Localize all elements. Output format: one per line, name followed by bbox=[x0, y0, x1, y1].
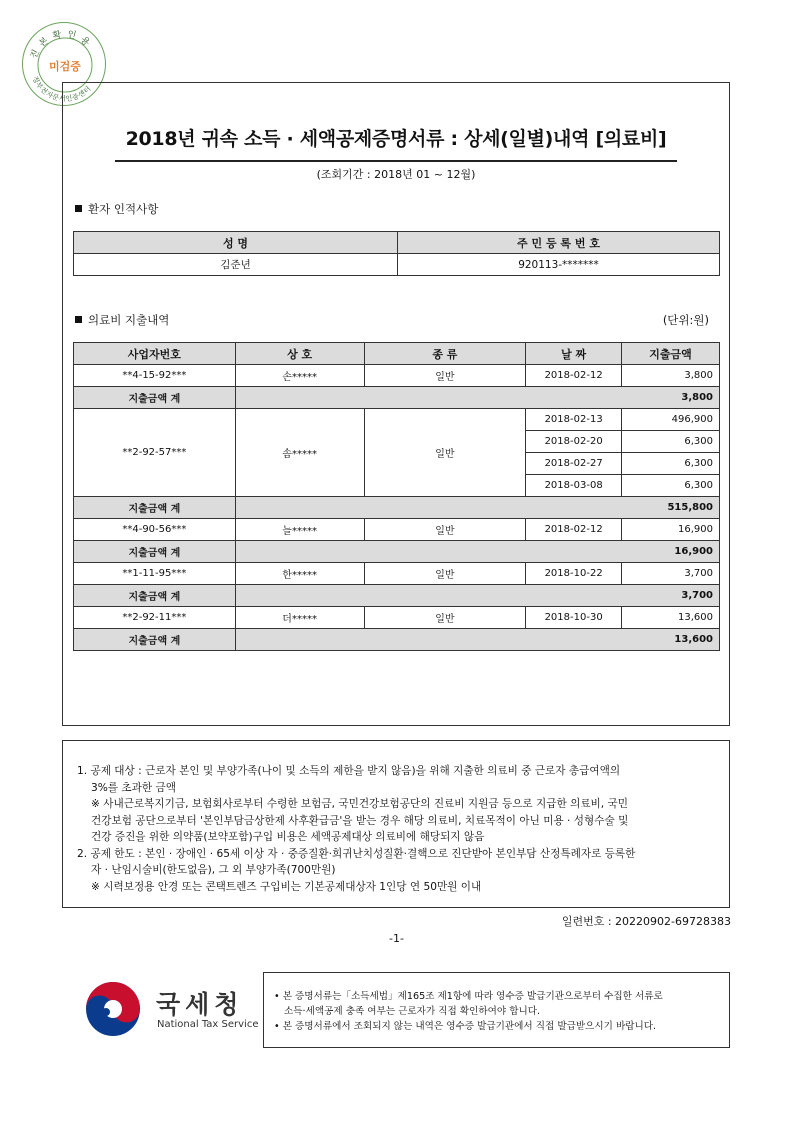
expense-amount: 6,300 bbox=[622, 475, 720, 497]
stamp-center-text: 미검증 bbox=[49, 60, 81, 73]
subtotal-label: 지출금액 계 bbox=[74, 585, 236, 607]
patient-name: 김준년 bbox=[74, 254, 398, 276]
business-name: 더***** bbox=[235, 607, 364, 629]
subtotal-label: 지출금액 계 bbox=[74, 497, 236, 519]
expense-date: 2018-10-22 bbox=[526, 563, 622, 585]
expense-heading-text: 의료비 지출내역 bbox=[88, 313, 170, 327]
bullet-square-icon bbox=[75, 205, 82, 212]
expense-date: 2018-03-08 bbox=[526, 475, 622, 497]
business-name: 솜***** bbox=[235, 409, 364, 497]
expense-kind: 일반 bbox=[364, 563, 526, 585]
serial-number: 일련번호 : 20220902-69728383 bbox=[561, 915, 731, 928]
document-title: 2018년 귀속 소득 · 세액공제증명서류 : 상세(일별)내역 [의료비] bbox=[125, 128, 667, 150]
note-line: ※ 시력보정용 안경 또는 콘택트렌즈 구입비는 기본공제대상자 1인당 연 50만원 이내 bbox=[91, 880, 482, 893]
header-kind: 종 류 bbox=[364, 343, 526, 365]
footer-note: 소득·세액공제 충족 여부는 근로자가 직접 확인하여야 합니다. bbox=[284, 1006, 541, 1017]
business-name: 한***** bbox=[235, 563, 364, 585]
subtotal-amount: 16,900 bbox=[235, 541, 719, 563]
subtotal-amount: 3,800 bbox=[235, 387, 719, 409]
expense-date: 2018-10-30 bbox=[526, 607, 622, 629]
patient-heading-text: 환자 인적사항 bbox=[88, 202, 159, 216]
expense-amount: 13,600 bbox=[622, 607, 720, 629]
patient-table bbox=[73, 231, 720, 276]
business-number: **2-92-57*** bbox=[74, 409, 236, 497]
footer-note: • 본 증명서류는「소득세법」제165조 제1항에 따라 영수증 발급기관으로부터 수집한 서류로 bbox=[274, 991, 663, 1002]
agency-name-en: National Tax Service bbox=[157, 1019, 259, 1030]
subtotal-amount: 3,700 bbox=[235, 585, 719, 607]
subtotal-row bbox=[74, 541, 720, 563]
note-line: 건강 증진을 위한 의약품(보약포함)구입 비용은 세액공제대상 의료비에 해당되지 않음 bbox=[91, 831, 485, 843]
expense-date: 2018-02-13 bbox=[526, 409, 622, 431]
subtotal-label: 지출금액 계 bbox=[74, 629, 236, 651]
svg-text:진본확인용 bbox=[27, 27, 95, 60]
agency-name-ko: 국세청 bbox=[156, 990, 244, 1019]
page-number: -1- bbox=[389, 932, 404, 945]
subtotal-row bbox=[74, 387, 720, 409]
expense-section-heading bbox=[75, 312, 169, 328]
subtotal-amount: 13,600 bbox=[235, 629, 719, 651]
header-business-name: 상 호 bbox=[235, 343, 364, 365]
stamp-bottom-text: 정부전자문서인증센터 bbox=[30, 75, 93, 104]
table-row bbox=[74, 409, 720, 431]
table-row bbox=[74, 365, 720, 387]
deduction-notes bbox=[62, 740, 730, 908]
query-period: (조회기간 : 2018년 01 ~ 12월) bbox=[316, 168, 476, 181]
note-line: 3%를 초과한 금액 bbox=[91, 781, 176, 794]
bullet-square-icon bbox=[75, 316, 82, 323]
subtotal-row bbox=[74, 585, 720, 607]
expense-amount: 496,900 bbox=[622, 409, 720, 431]
business-number: **2-92-11*** bbox=[74, 607, 236, 629]
stamp-top-text: 진본확인용 bbox=[29, 29, 95, 61]
title-underline bbox=[115, 160, 677, 162]
patient-rrn: 920113-******* bbox=[398, 254, 720, 276]
header-date: 날 짜 bbox=[526, 343, 622, 365]
table-row bbox=[74, 563, 720, 585]
expense-date: 2018-02-27 bbox=[526, 453, 622, 475]
subtotal-row bbox=[74, 497, 720, 519]
expense-amount: 6,300 bbox=[622, 453, 720, 475]
note-line: 2. 공제 한도 : 본인 · 장애인 · 65세 이상 자 · 중증질환·희귀난치성질환·결핵으로 진단받아 본인부담 산정특례자로 등록한 bbox=[77, 847, 636, 860]
expense-kind: 일반 bbox=[364, 607, 526, 629]
business-name: 늘***** bbox=[235, 519, 364, 541]
expense-amount: 3,700 bbox=[622, 563, 720, 585]
expense-table bbox=[73, 342, 720, 651]
expense-date: 2018-02-20 bbox=[526, 431, 622, 453]
expense-kind: 일반 bbox=[364, 519, 526, 541]
business-name: 손***** bbox=[235, 365, 364, 387]
note-line: 1. 공제 대상 : 근로자 본인 및 부양가족(나이 및 소득의 제한을 받지 않음)을 위해 지출한 의료비 중 근로자 총급여액의 bbox=[77, 765, 621, 777]
subtotal-amount: 515,800 bbox=[235, 497, 719, 519]
expense-date: 2018-02-12 bbox=[526, 365, 622, 387]
header-business-number: 사업자번호 bbox=[74, 343, 236, 365]
subtotal-label: 지출금액 계 bbox=[74, 541, 236, 563]
table-row bbox=[74, 607, 720, 629]
note-line: 자 · 난임시술비(한도없음), 그 외 부양가족(700만원) bbox=[91, 864, 336, 876]
business-number: **1-11-95*** bbox=[74, 563, 236, 585]
footer-note: • 본 증명서류에서 조회되지 않는 내역은 영수증 발급기관에서 직접 발급받으시기 바랍니다. bbox=[274, 1021, 657, 1032]
expense-kind: 일반 bbox=[364, 409, 526, 497]
note-line: 건강보험 공단으로부터 '본인부담금상한제 사후환급금'을 받는 경우 해당 의료비, 치료목적이 아닌 미용 · 성형수술 및 bbox=[91, 814, 629, 827]
header-amount: 지출금액 bbox=[622, 343, 720, 365]
expense-kind: 일반 bbox=[364, 365, 526, 387]
unit-label: (단위:원) bbox=[662, 313, 709, 327]
subtotal-row bbox=[74, 629, 720, 651]
expense-amount: 6,300 bbox=[622, 431, 720, 453]
table-row bbox=[74, 519, 720, 541]
patient-section-heading bbox=[75, 201, 158, 217]
business-number: **4-15-92*** bbox=[74, 365, 236, 387]
business-number: **4-90-56*** bbox=[74, 519, 236, 541]
patient-header-name: 성 명 bbox=[74, 232, 398, 254]
subtotal-label: 지출금액 계 bbox=[74, 387, 236, 409]
expense-amount: 16,900 bbox=[622, 519, 720, 541]
expense-header-row bbox=[74, 343, 720, 365]
note-line: ※ 사내근로복지기금, 보험회사로부터 수령한 보험금, 국민건강보험공단의 진료비 지원금 등으로 지급한 의료비, 국민 bbox=[91, 798, 628, 810]
patient-header-rrn: 주 민 등 록 번 호 bbox=[398, 232, 720, 254]
footer-notice-box bbox=[263, 972, 730, 1048]
expense-amount: 3,800 bbox=[622, 365, 720, 387]
expense-date: 2018-02-12 bbox=[526, 519, 622, 541]
nts-logo-icon bbox=[84, 980, 142, 1038]
